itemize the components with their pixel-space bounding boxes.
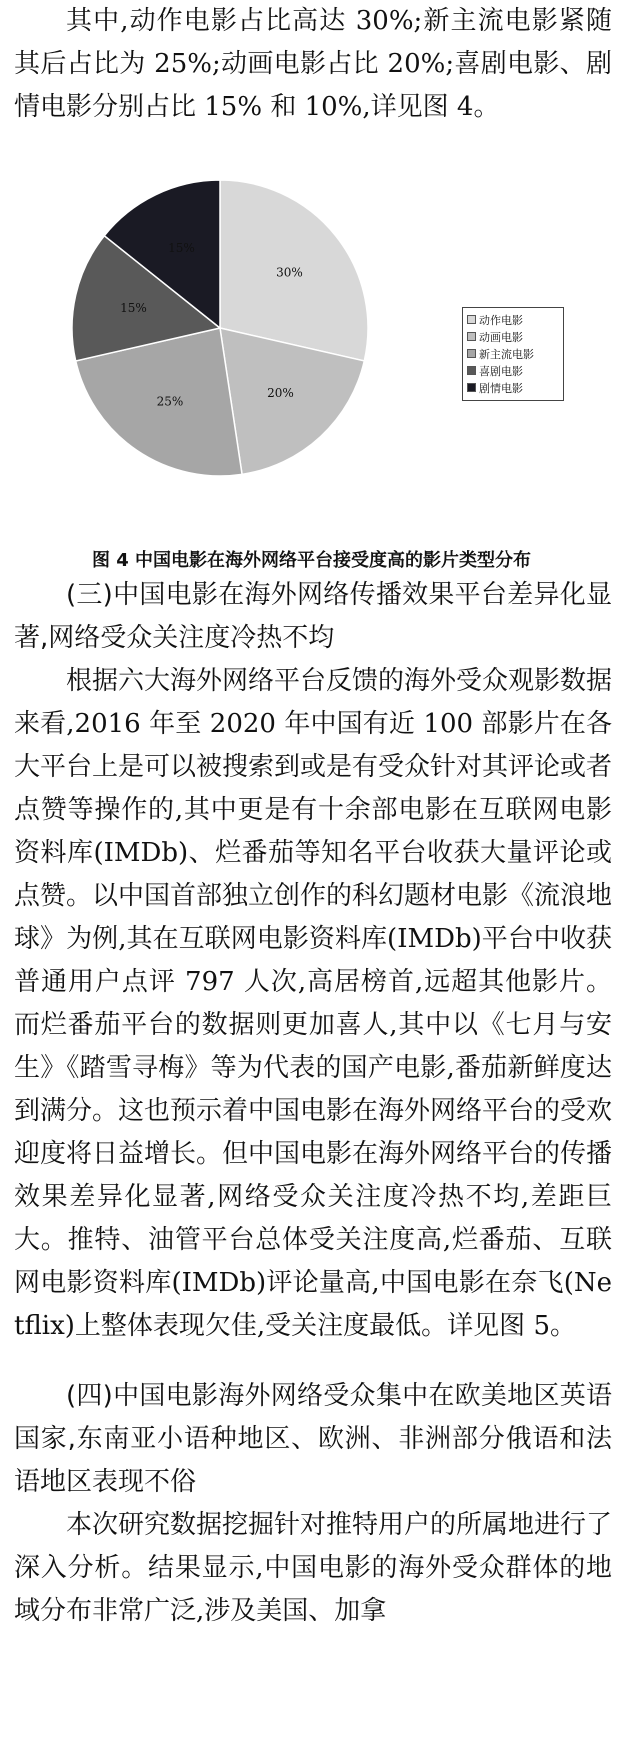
legend-swatch bbox=[467, 315, 476, 324]
legend-swatch bbox=[467, 366, 476, 375]
legend-swatch bbox=[467, 383, 476, 392]
legend-item-3 bbox=[467, 345, 559, 362]
pie-label-2: 20% bbox=[267, 386, 294, 401]
legend-item-1 bbox=[467, 311, 559, 328]
legend-label: 动画电影 bbox=[479, 330, 523, 344]
pie-label-4: 15% bbox=[120, 301, 147, 316]
legend-label: 喜剧电影 bbox=[479, 364, 523, 378]
paragraph-body: 根据六大海外网络平台反馈的海外受众观影数据来看,2016 年至 2020 年中国有近 100 部影片在各大平台上是可以被搜索到或是有受众针对其评论或者点赞等操作的,其中更是有十余部电影在互联网电影资料库(IMDb)、烂番茄等知名平台收获大量评论或点赞。以中国首部独立创作的科幻题材电影《流浪地球》为例,其在互联网电影资料库(IMDb)平台中收获普通用户点评 797 人次,高居榜首,远超其他影片。而烂番茄平台的数据则更加喜人,其中以《七月与安生》《踏雪寻梅》等为代表的国产电影,番茄新鲜度达到满分。这也预示着中国电影在海外网络平台的受欢迎度将日益增长。但中国电影在海外网络平台的传播效果差异化显著,网络受众关注度冷热不均,差距巨大。推特、油管平台总体受关注度高,烂番茄、互联网电影资料库(IMDb)评论量高,中国电影在奈飞(Netflix)上整体表现欠佳,受关注度最低。详见图 5。 bbox=[14, 666, 613, 1341]
chart-legend bbox=[462, 307, 564, 401]
legend-swatch bbox=[467, 349, 476, 358]
paragraph-closing: 本次研究数据挖掘针对推特用户的所属地进行了深入分析。结果显示,中国电影的海外受众群体的地域分布非常广泛,涉及美国、加拿 bbox=[14, 1510, 613, 1626]
section-heading-4: (四)中国电影海外网络受众集中在欧美地区英语国家,东南亚小语种地区、欧洲、非洲部分俄语和法语地区表现不俗 bbox=[14, 1381, 612, 1497]
watermark: 现代传播 bbox=[566, 1732, 615, 1746]
pie-label-5: 15% bbox=[168, 240, 195, 255]
legend-item-5 bbox=[467, 379, 559, 396]
legend-item-2 bbox=[467, 328, 559, 345]
legend-swatch bbox=[467, 332, 476, 341]
legend-label: 剧情电影 bbox=[479, 381, 523, 395]
legend-label: 动作电影 bbox=[479, 313, 523, 327]
legend-label: 新主流电影 bbox=[479, 347, 534, 361]
pie-label-1: 30% bbox=[276, 265, 303, 280]
paragraph-intro: 其中,动作电影占比高达 30%;新主流电影紧随其后占比为 25%;动画电影占比 20%;喜剧电影、剧情电影分别占比 15% 和 10%,详见图 4。 bbox=[14, 6, 612, 122]
pie-label-3: 25% bbox=[156, 394, 184, 409]
figure-caption: 图 4 中国电影在海外网络平台接受度高的影片类型分布 bbox=[91, 550, 532, 571]
legend-item-4 bbox=[467, 362, 559, 379]
pie-chart bbox=[60, 168, 380, 488]
section-heading-3: (三)中国电影在海外网络传播效果平台差异化显著,网络受众关注度冷热不均 bbox=[14, 580, 612, 653]
